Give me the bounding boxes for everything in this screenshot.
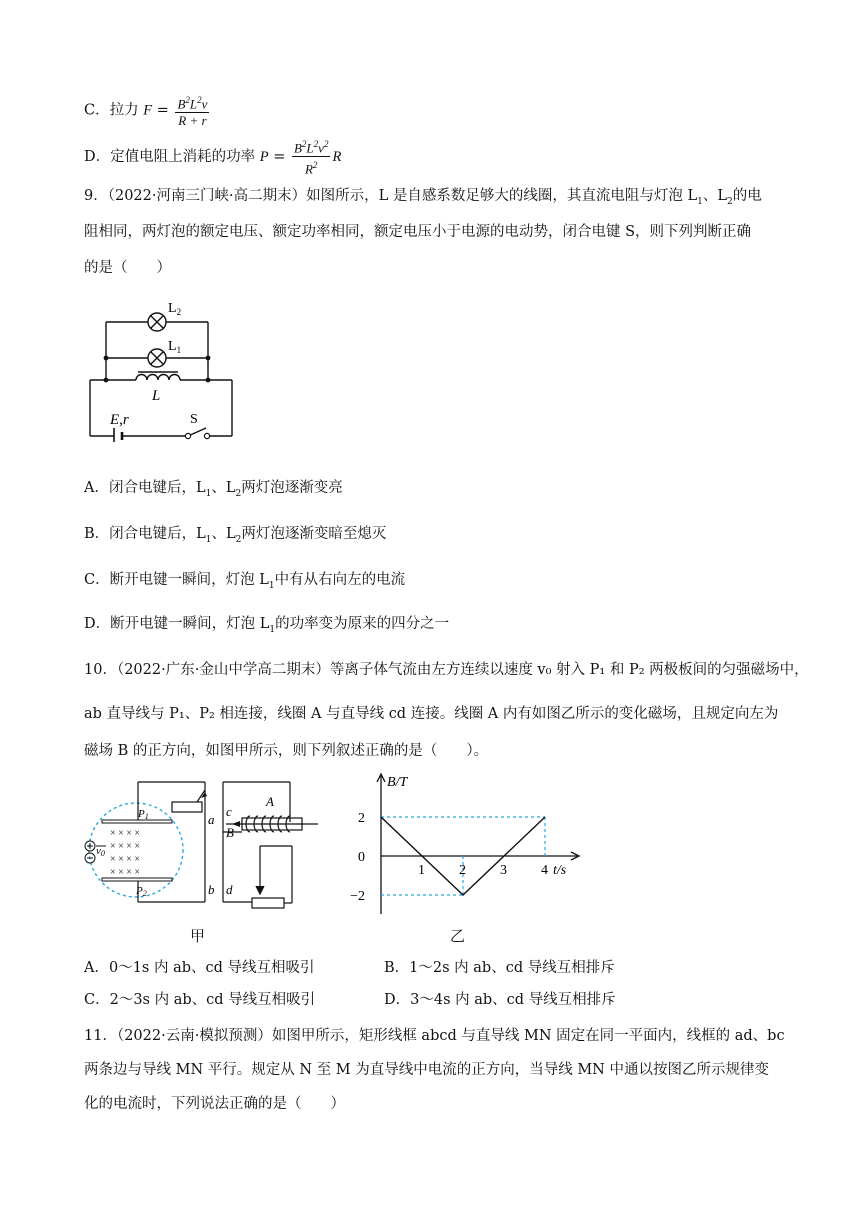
svg-text:d: d (226, 882, 233, 897)
svg-text:× × × ×: × × × × (110, 828, 141, 839)
svg-text:× × × ×: × × × × (110, 841, 141, 852)
y-tick-label: 2 (358, 811, 365, 826)
fraction: $\frac{B^2L^2v^2}{R^2}$ (292, 136, 330, 178)
q9-stem-line1: 9．（2022·河南三门峡·高二期末）如图所示，L 是自感系数足够大的线圈，其直流电阻与灯泡 $L_1$、$L_2$的电 (84, 188, 762, 207)
q10-stem-line1: 10．（2022·广东·金山中学高二期末）等离子体气流由左方连续以速度 v₀ 射入 P₁ 和 P₂ 两极板间的匀强磁场中， (84, 662, 809, 678)
svg-text:B: B (226, 825, 234, 840)
x-tick-label: 4 (541, 863, 548, 878)
label-l2: $L_2$ (168, 301, 182, 317)
q10-stem-line3: 磁场 B 的正方向，如图甲所示，则下列叙述正确的是（ ）。 (84, 743, 489, 759)
figure-caption-yi: 乙 (450, 927, 466, 945)
q9-option-b[interactable]: B．闭合电键后，$L_1$、$L_2$两灯泡逐渐变暗至熄灭 (84, 526, 387, 545)
q10-option-d[interactable]: D．3～4s 内 ab、cd 导线互相排斥 (384, 992, 616, 1008)
svg-text:v0: v0 (96, 845, 105, 858)
q8-option-d[interactable]: D．定值电阻上消耗的功率 P = $\frac{B^2L^2v^2}{R^2}$ R (84, 136, 341, 178)
q10-option-b[interactable]: B．1～2s 内 ab、cd 导线互相排斥 (384, 960, 615, 976)
q9-option-c[interactable]: C．断开电键一瞬间，灯泡 $L_1$中有从右向左的电流 (84, 572, 406, 591)
q10-option-a[interactable]: A．0～1s 内 ab、cd 导线互相吸引 (84, 960, 315, 976)
svg-text:× × × ×: × × × × (110, 867, 141, 878)
label-l: L (152, 388, 161, 404)
q9-stem-line3: 的是（ ） (84, 260, 171, 276)
label-er: E,r (110, 412, 129, 428)
y-tick-label: 0 (358, 850, 365, 865)
q11-stem-line3: 化的电流时，下列说法正确的是（ ） (84, 1096, 345, 1112)
q10-chart-yi (345, 772, 585, 922)
label-l1: $L_1$ (168, 339, 182, 355)
x-tick-label: 1 (418, 863, 425, 878)
svg-text:× × × ×: × × × × (110, 854, 141, 865)
svg-text:a: a (208, 812, 215, 827)
label-s: S (190, 412, 198, 427)
q8-option-c[interactable]: C．拉力 F = $\frac{B^2L^2v}{R + r}$ (84, 92, 211, 129)
svg-text:b: b (208, 882, 215, 897)
x-tick-label: 2 (459, 863, 466, 878)
q9-option-d[interactable]: D．断开电键一瞬间，灯泡 $L_1$的功率变为原来的四分之一 (84, 616, 450, 635)
svg-text:c: c (226, 804, 232, 819)
figure-caption-jia: 甲 (190, 927, 206, 945)
q10-option-c[interactable]: C．2～3s 内 ab、cd 导线互相吸引 (84, 992, 316, 1008)
svg-text:P1: P1 (138, 808, 149, 821)
svg-text:P2: P2 (136, 885, 147, 898)
q10-stem-line2: ab 直导线与 P₁、P₂ 相连接，线圈 A 与直导线 cd 连接。线圈 A 内有如图乙所示的变化磁场，且规定向左为 (84, 706, 779, 722)
q10-figure-jia (80, 774, 320, 944)
q9-circuit-figure (82, 292, 242, 442)
q9-stem-line2: 阻相同，两灯泡的额定电压、额定功率相同，额定电压小于电源的电动势，闭合电键 S，则下列判断正确 (84, 224, 752, 240)
q9-option-a[interactable]: A．闭合电键后，$L_1$、$L_2$两灯泡逐渐变亮 (84, 480, 343, 499)
y-tick-label: −2 (350, 889, 365, 904)
x-axis-label: t/s (553, 863, 567, 878)
y-axis-label: B/T (387, 775, 408, 790)
x-tick-label: 3 (500, 863, 507, 878)
svg-text:A: A (266, 794, 274, 809)
q11-stem-line1: 11．（2022·云南·模拟预测）如图甲所示，矩形线框 abcd 与直导线 MN 固定在同一平面内，线框的 ad、bc (84, 1028, 785, 1044)
fraction: $\frac{B^2L^2v}{R + r}$ (175, 92, 209, 129)
q11-stem-line2: 两条边与导线 MN 平行。规定从 N 至 M 为直导线中电流的正方向，当导线 MN 中通以按图乙所示规律变 (84, 1062, 769, 1078)
